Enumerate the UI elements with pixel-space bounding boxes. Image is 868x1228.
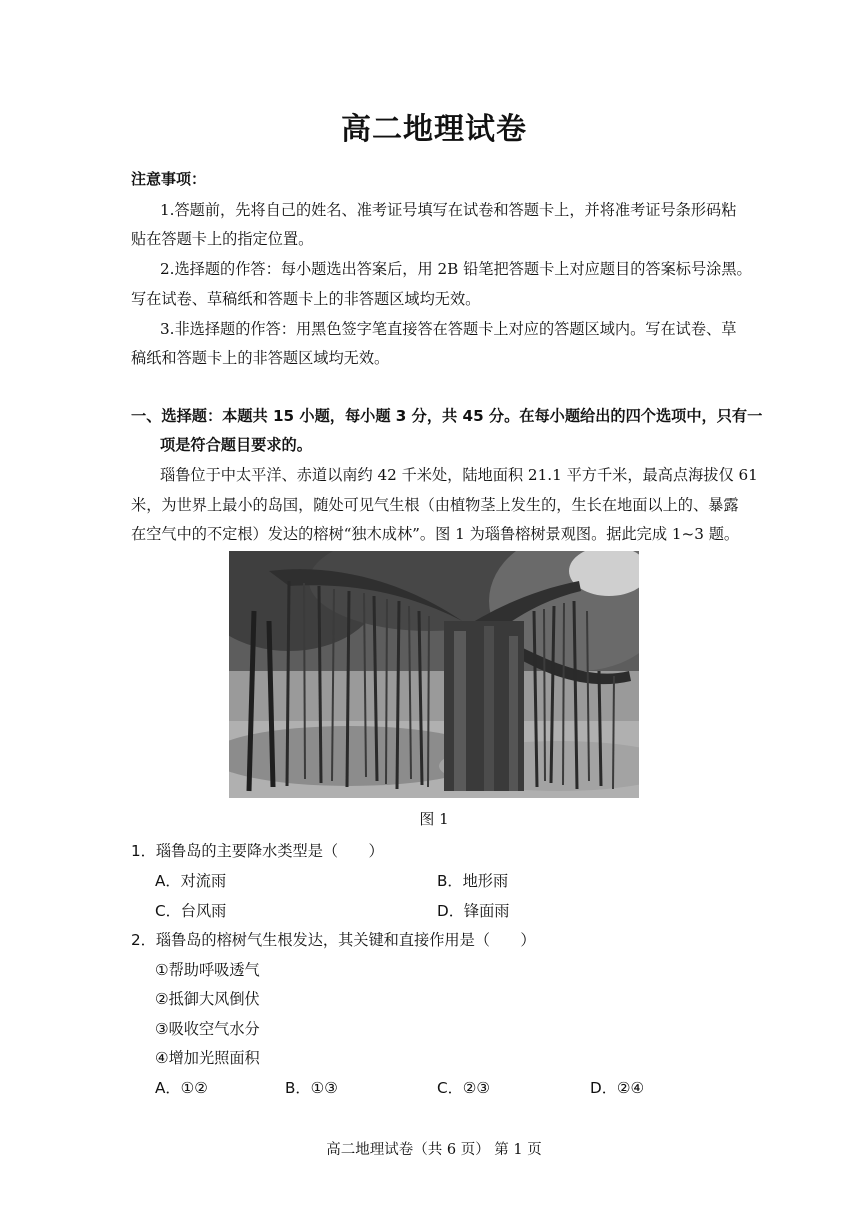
passage-line-2: 米，为世界上最小的岛国，随处可见气生根（由植物茎上发生的，生长在地面以上的、暴露 — [131, 496, 739, 514]
question-2-option-b: B．①③ — [285, 1079, 338, 1097]
notice-item-2-line-1: 2.选择题的作答：每小题选出答案后，用 2B 铅笔把答题卡上对应题目的答案标号涂黑。 — [160, 260, 752, 278]
question-1-option-b: B．地形雨 — [437, 872, 509, 890]
question-2-statement-4: ④增加光照面积 — [155, 1049, 260, 1067]
banyan-tree-photo — [229, 551, 639, 798]
question-2-option-c: C．②③ — [437, 1079, 491, 1097]
notice-item-3-line-1: 3.非选择题的作答：用黑色签字笔直接答在答题卡上对应的答题区域内。写在试卷、草 — [160, 320, 737, 338]
question-1-option-d: D．锋面雨 — [437, 902, 510, 920]
question-1-option-a: A．对流雨 — [155, 872, 227, 890]
question-2-stem: 2．瑙鲁岛的榕树气生根发达，其关键和直接作用是（ ） — [131, 931, 536, 949]
question-1-option-c: C．台风雨 — [155, 902, 227, 920]
passage-line-3: 在空气中的不定根）发达的榕树“独木成林”。图 1 为瑙鲁榕树景观图。据此完成 1~3 题。 — [131, 525, 740, 543]
notice-item-1-line-2: 贴在答题卡上的指定位置。 — [131, 230, 314, 248]
page-title: 高二地理试卷 — [341, 112, 527, 147]
notice-item-2-line-2: 写在试卷、草稿纸和答题卡上的非答题区域均无效。 — [131, 290, 481, 308]
question-2-statement-3: ③吸收空气水分 — [155, 1020, 260, 1038]
question-2-statement-2: ②抵御大风倒伏 — [155, 990, 260, 1008]
passage-line-1: 瑙鲁位于中太平洋、赤道以南约 42 千米处，陆地面积 21.1 平方千米，最高点海拔仅 61 — [160, 466, 758, 484]
notice-heading: 注意事项： — [131, 170, 207, 188]
question-2-option-a: A．①② — [155, 1079, 208, 1097]
question-1-stem: 1．瑙鲁岛的主要降水类型是（ ） — [131, 842, 384, 860]
section-heading-line-1: 一、选择题：本题共 15 小题，每小题 3 分，共 45 分。在每小题给出的四个选项中，只有一 — [131, 407, 763, 425]
question-2-statement-1: ①帮助呼吸透气 — [155, 961, 260, 979]
section-heading-line-2: 项是符合题目要求的。 — [160, 436, 312, 454]
notice-item-1-line-1: 1.答题前，先将自己的姓名、准考证号填写在试卷和答题卡上，并将准考证号条形码粘 — [160, 201, 737, 219]
figure-caption: 图 1 — [419, 810, 449, 828]
notice-item-3-line-2: 稿纸和答题卡上的非答题区域均无效。 — [131, 349, 390, 367]
question-2-option-d: D．②④ — [590, 1079, 645, 1097]
page-footer: 高二地理试卷（共 6 页） 第 1 页 — [326, 1142, 542, 1158]
